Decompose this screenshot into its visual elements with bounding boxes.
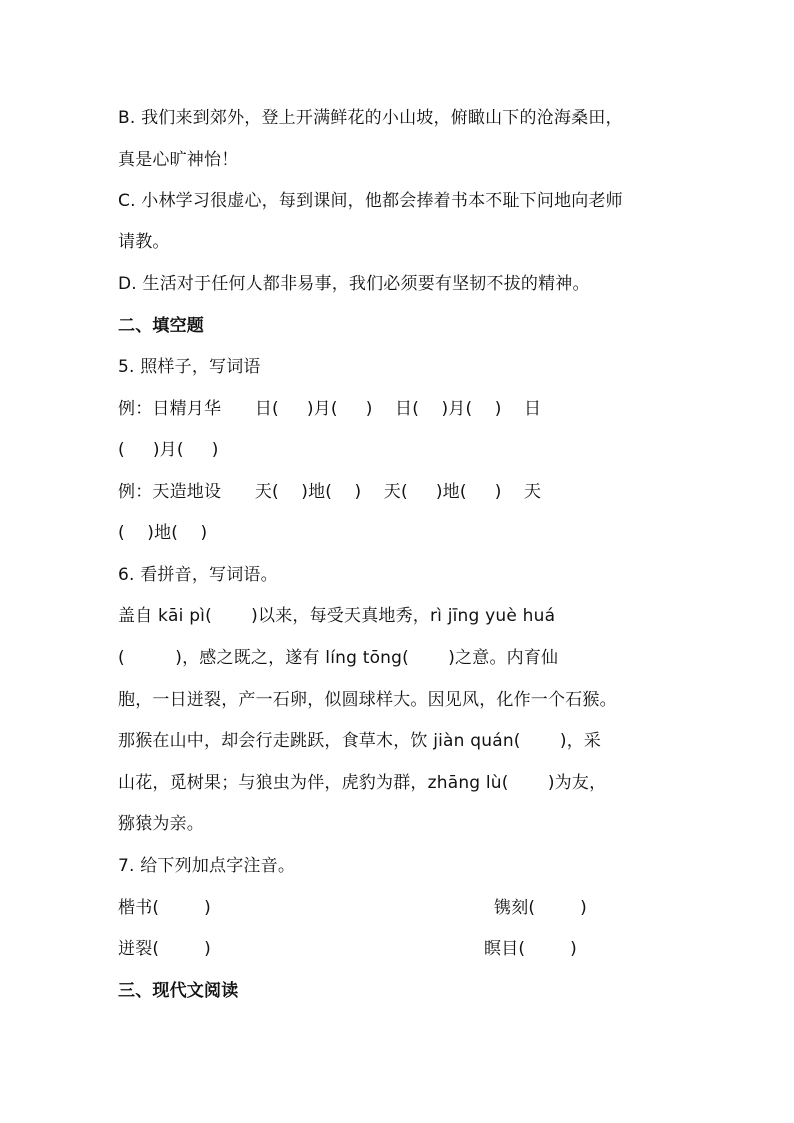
q6-passage-line-5: 山花，觅树果；与狼虫为伴，虎豹为群，zhāng lù( )为友， xyxy=(118,773,607,793)
q7-item-benglie: 迸裂( ) xyxy=(118,939,211,959)
option-b-line-2: 真是心旷神怡！ xyxy=(118,150,239,170)
q5-example-2-line-1: 例：天造地设 天( )地( ) 天( )地( ) 天 xyxy=(118,482,542,502)
option-d-line-1: D. 生活对于任何人都非易事，我们必须要有坚韧不拔的精神。 xyxy=(118,274,590,294)
option-c-line-2: 请教。 xyxy=(118,232,170,252)
q5-example-1-line-2: ( )月( ) xyxy=(118,440,219,460)
section-3-heading: 三、现代文阅读 xyxy=(118,981,239,1001)
q6-passage-line-1: 盖自 kāi pì( )以来，每受天真地秀，rì jīng yuè huá xyxy=(118,606,556,626)
question-5-title: 5. 照样子，写词语 xyxy=(118,357,261,377)
q7-item-kaishu: 楷书( ) xyxy=(118,898,211,918)
question-7-title: 7. 给下列加点字注音。 xyxy=(118,856,296,876)
q7-item-mingmu: 瞑目( ) xyxy=(484,939,577,959)
q7-row-1 xyxy=(118,896,638,920)
q5-example-1-line-1: 例：日精月华 日( )月( ) 日( )月( ) 日 xyxy=(118,399,542,419)
q7-item-juanke: 镌刻( ) xyxy=(494,898,587,918)
option-c-line-1: C. 小林学习很虚心，每到课间，他都会捧着书本不耻下问地向老师 xyxy=(118,191,623,211)
q5-example-2-line-2: ( )地( ) xyxy=(118,523,208,543)
section-2-heading: 二、填空题 xyxy=(118,316,204,336)
q6-passage-line-3: 胞，一日迸裂，产一石卵，似圆球样大。因见风，化作一个石猴。 xyxy=(118,690,617,710)
option-b-line-1: B. 我们来到郊外，登上开满鲜花的小山坡，俯瞰山下的沧海桑田， xyxy=(118,108,623,128)
q7-row-2 xyxy=(118,937,638,961)
q6-passage-line-6: 猕猿为亲。 xyxy=(118,814,204,834)
question-6-title: 6. 看拼音，写词语。 xyxy=(118,565,278,585)
q6-passage-line-4: 那猴在山中，却会行走跳跃，食草木，饮 jiàn quán( )，采 xyxy=(118,731,602,751)
q6-passage-line-2: ( )，感之既之，遂有 líng tōng( )之意。内育仙 xyxy=(118,648,559,668)
